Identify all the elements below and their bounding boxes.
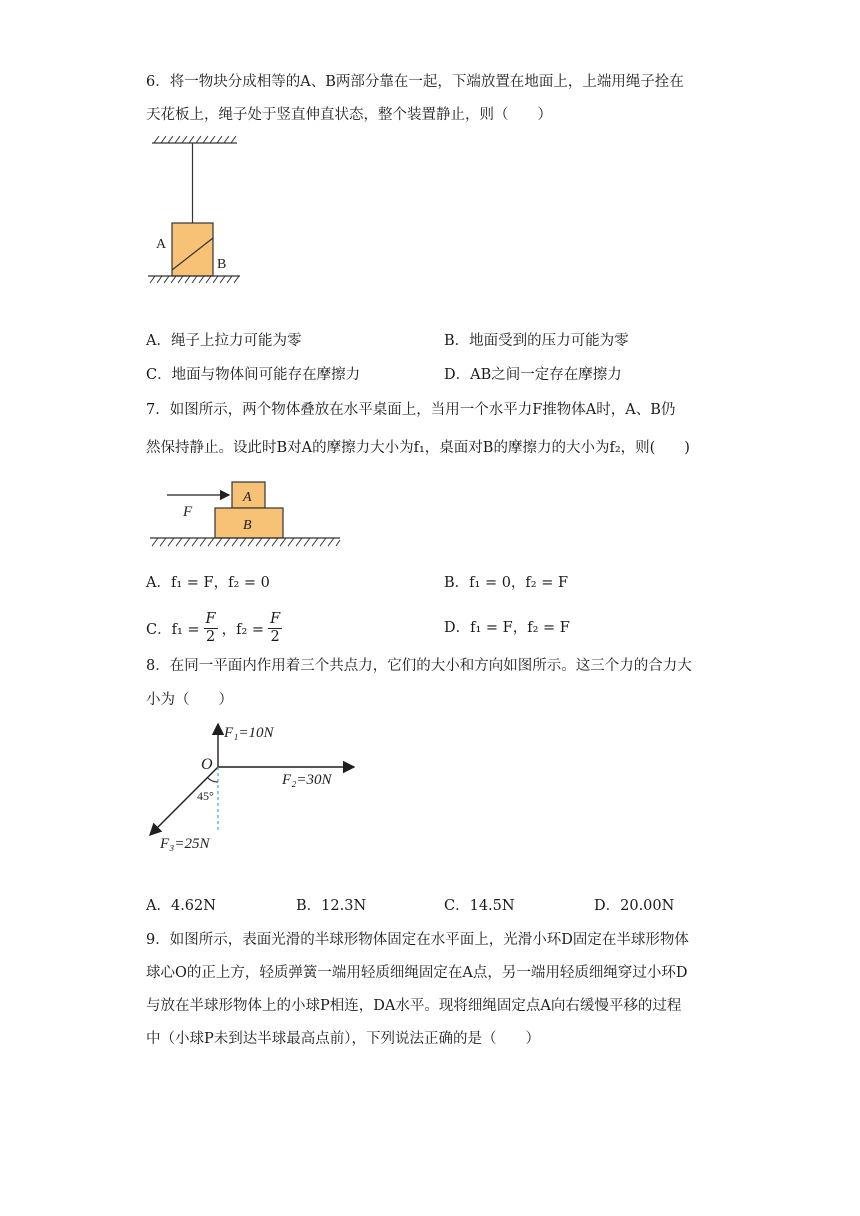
- label-f3: F₃=25N: [160, 836, 210, 852]
- q9-stem-line1: 9．如图所示，表面光滑的半球形物体固定在水平面上，光滑小环D固定在半球形物体: [146, 932, 689, 948]
- q8-option-c: C．14.5N: [444, 898, 515, 914]
- q7-option-c-mid: ，f₂ =: [221, 621, 265, 638]
- q7-option-c-den2: 2: [270, 628, 280, 645]
- q8-figure: [140, 712, 360, 857]
- q7-option-b: B．f₁ = 0，f₂ = F: [444, 575, 569, 591]
- q7-option-c-fraction2: [268, 611, 282, 646]
- label-angle: 45°: [197, 789, 214, 803]
- q9-stem-line3: 与放在半球形物体上的小球P相连，DA水平。现将细绳固定点A向右缓慢平移的过程: [146, 998, 682, 1014]
- q7-stem-line1: 7．如图所示，两个物体叠放在水平桌面上，当用一个水平力F推物体A时，A、B仍: [146, 402, 676, 418]
- label-f1: F₁=10N: [224, 725, 274, 741]
- label-a: A: [156, 237, 167, 252]
- q7-option-d: D．f₁ = F，f₂ = F: [444, 620, 570, 636]
- q9-stem-line2: 球心O的正上方，轻质弹簧一端用轻质细绳固定在A点，另一端用轻质细绳穿过小环D: [146, 965, 688, 981]
- q7-stem-line2: 然保持静止。设此时B对A的摩擦力大小为f₁，桌面对B的摩擦力的大小为f₂，则( ): [146, 440, 690, 456]
- ground-hatch: [150, 276, 239, 283]
- q7-option-c-prefix: C．f₁ =: [146, 621, 200, 638]
- angle-arc: [207, 778, 218, 782]
- q7-option-c-num2: F: [270, 610, 281, 627]
- q6-option-a: A．绳子上拉力可能为零: [146, 333, 302, 349]
- ceiling-hatch: [154, 136, 236, 143]
- label-f: F: [183, 504, 193, 520]
- label-b: B: [217, 257, 227, 272]
- q7-option-c-num1: F: [205, 610, 216, 627]
- q6-option-d: D．AB之间一定存在摩擦力: [444, 367, 622, 383]
- q8-stem-line1: 8．在同一平面内作用着三个共点力，它们的大小和方向如图所示。这三个力的合力大: [146, 658, 692, 674]
- q7-figure: [145, 475, 345, 550]
- q6-option-c: C．地面与物体间可能存在摩擦力: [146, 367, 361, 383]
- q8-stem-line2: 小为（ ）: [146, 692, 233, 708]
- q6-option-b: B．地面受到的压力可能为零: [444, 333, 629, 349]
- q6-stem-line1: 6．将一物块分成相等的A、B两部分靠在一起，下端放置在地面上，上端用绳子拴在: [146, 74, 684, 90]
- q6-stem-line2: 天花板上，绳子处于竖直伸直状态，整个装置静止，则（ ）: [146, 107, 552, 123]
- q8-option-d: D．20.00N: [594, 898, 675, 914]
- q7-option-c-den1: 2: [205, 628, 216, 645]
- q9-stem-line4: 中（小球P未到达半球最高点前），下列说法正确的是（ ）: [146, 1031, 541, 1047]
- q7-option-a: A．f₁ = F，f₂ = 0: [146, 575, 270, 591]
- label-block-b: B: [243, 518, 252, 533]
- block-ab: [172, 223, 213, 276]
- table-hatch: [152, 538, 340, 546]
- q7-option-c: [146, 607, 286, 649]
- label-origin: O: [201, 756, 213, 773]
- label-f2: F₂=30N: [282, 772, 332, 788]
- q8-option-b: B．12.3N: [296, 898, 367, 914]
- q7-option-c-fraction1: [204, 611, 218, 646]
- label-block-a: A: [243, 490, 252, 505]
- q6-figure: [140, 130, 250, 290]
- q8-option-a: A．4.62N: [146, 898, 216, 914]
